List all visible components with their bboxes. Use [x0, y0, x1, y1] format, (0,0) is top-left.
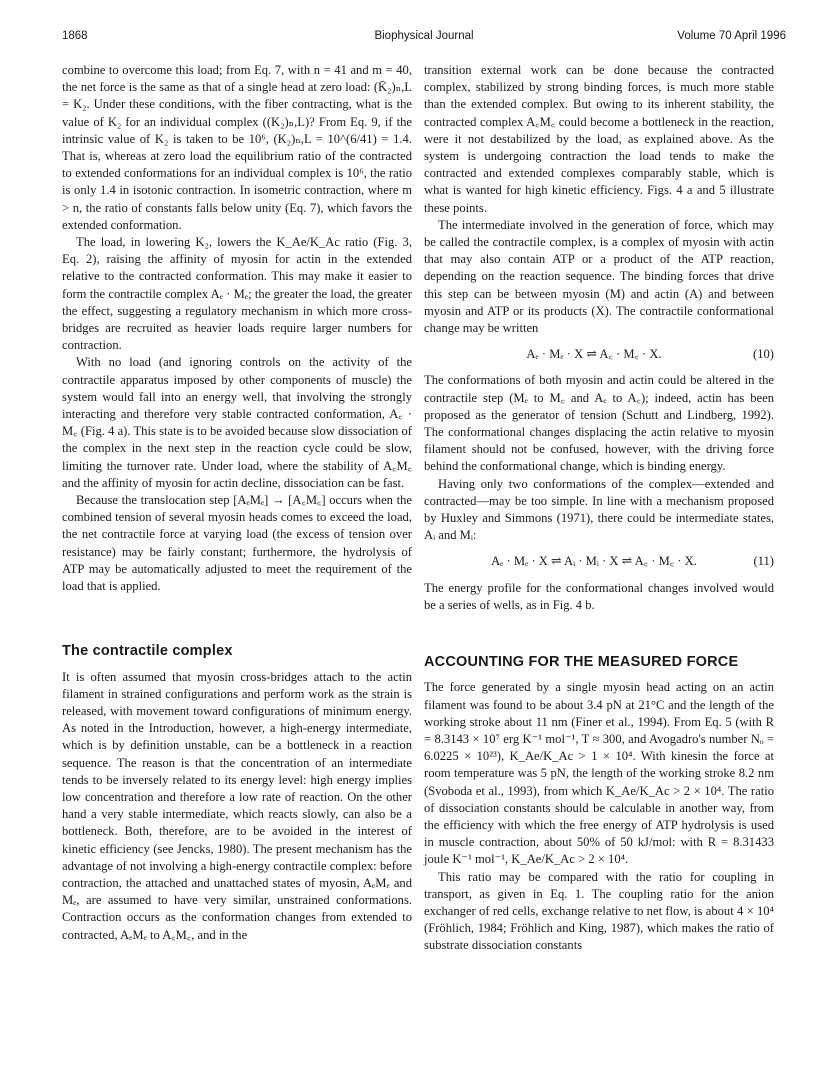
page-header: [62, 30, 786, 46]
paragraph: The load, in lowering K₂, lowers the K_Ae/K_Ac ratio (Fig. 3, Eq. 2), raising the affinity of myosin for actin in the extended relative to the contracted conformation. This may make it easier to form the contractile complex Aₑ · Mₑ; the greater the load, the greater the effect, suggesting a regulatory mechanism in which more cross-bridges are recruited as heavier loads require larger numbers for contraction.: [62, 235, 412, 353]
page-number: 1868: [62, 30, 88, 42]
paragraph: The energy profile for the conformational changes involved would be a series of wells, as in Fig. 4 b.: [424, 580, 774, 612]
section-heading: ACCOUNTING FOR THE MEASURED FORCE: [424, 654, 739, 671]
paragraph: transition external work can be done because the contracted complex, stabilized by strong binding forces, is much more stable than the extended complex. But owing to its inherent stability, the contracted complex A꜀M꜀ could become a bottleneck in the reaction, were it not destabilized by the load, as explained above. As the system is undergoing contraction the load tends to make the contracted and extended complexes comparably stable, which is what is wanted for high kinetic efficiency. Figs. 4 a and 5 illustrate these points.: [424, 63, 774, 215]
equation-10: [424, 346, 774, 363]
paragraph: It is often assumed that myosin cross-bridges attach to the actin filament in strained configurations and perform work as the strain is released, with movement toward configurations of minimum energy. As noted in the Introduction, however, a high-energy intermediate, which is by definition unstable, can be a bottleneck in a reaction sequence. The reason is that the concentration of an intermediate tends to be inversely related to its energy level: high energy implies low concentration and therefore a low rate of reaction. On the other hand a very stable intermediate, which reacts slowly, can also be a bottleneck. Both, therefore, are to be avoided in the interest of kinetic efficiency (see Jencks, 1980). The present mechanism has the advantage of not involving a high-energy contractile complex: before contraction, the attached and unattached states of myosin, AₑMₑ and Mₑ, are assumed to have very similar, unstrained conformations. Contraction occurs as the conformation changes from extended to contracted, AₑMₑ to A꜀M꜀, and in the: [62, 669, 412, 942]
paragraph: Having only two conformations of the complex—extended and contracted—may be too simple. In line with a mechanism proposed by Huxley and Simmons (1971), there could be intermediate states, Aᵢ and Mᵢ:: [424, 476, 774, 543]
right-column: [424, 62, 774, 955]
paragraph: The conformations of both myosin and actin could be altered in the contractile step (Mₑ to M꜀ and Aₑ to A꜀); indeed, actin has been proposed as the generator of tension (Schutt and Lindberg, 1992). The conformational changes displacing the actin relative to myosin filament should not be confused, however, with the driving force behind the conformational change, which is binding energy.: [424, 373, 774, 474]
equation-body: Aₑ · Mₑ · X ⇌ Aᵢ · Mᵢ · X ⇌ A꜀ · M꜀ · X.: [491, 554, 697, 569]
volume-info: Volume 70 April 1996: [677, 30, 786, 42]
equation-number: (10): [753, 347, 774, 362]
paragraph: The force generated by a single myosin head acting on an actin filament was found to be about 3.4 pN at 21°C and the length of the working stroke about 11 nm (Finer et al., 1994). From Eq. 5 (with R = 8.3143 × 10⁷ erg K⁻¹ mol⁻¹, T ≈ 300, and Avogadro's number Nₒ = 6.0225 × 10²³), K_Ae/K_Ac > 1 × 10⁴. With kinesin the force at room temperature was 5 pN, the length of the working stroke 8.2 nm (Svoboda et al., 1993), from which K_Ae/K_Ac > 2 × 10⁴. The ratio of dissociation constants should be calculable in another way, from the efficiency with which the free energy of ATP hydrolysis is used in muscle contraction, about 50% of 50 kJ/mol: with R = 8.31433 joule K⁻¹ mol⁻¹, K_Ae/K_Ac > 2 × 10⁴.: [424, 680, 774, 867]
journal-title: Biophysical Journal: [374, 30, 474, 42]
paragraph: The intermediate involved in the generation of force, which may be called the contractile complex, is a complex of myosin with actin that may also contain ATP or a product of the ATP reaction, depending on the reaction sequence. The binding forces that drive this step can be between myosin (M) and actin (A) and between myosin and ATP or its products (X). The contractile conformational change may be written: [424, 217, 774, 336]
paragraph: With no load (and ignoring controls on the activity of the contractile apparatus imposed by other components of muscle) the system would fall into an energy well, that involving the strongly interacting and therefore very stable contracted conformation, A꜀ · M꜀ (Fig. 4 a). This state is to be avoided because slow dissociation of the complex in the next step in the reaction cycle could be slow, limiting the turnover rate. Under load, where the stability of A꜀M꜀ and the affinity of myosin for actin decline, dissociation can be fast.: [62, 355, 412, 490]
section-heading: The contractile complex: [62, 643, 233, 660]
equation-11: [424, 553, 774, 570]
left-column: [62, 62, 412, 944]
paragraph: This ratio may be compared with the ratio for coupling in transport, as given in Eq. 1. The coupling ratio for the anion exchanger of red cells, exchange relative to net flow, is about 4 × 10⁴ (Fröhlich, 1984; Fröhlich and King, 1987), which makes the ratio of substrate dissociation constants: [424, 869, 774, 953]
equation-number: (11): [753, 554, 774, 569]
paragraph: combine to overcome this load; from Eq. 7, with n = 41 and m = 40, the net force is the same as that of a single head at zero load: (K̄₂)ₙ,L = K₂. Under these conditions, with the fiber contracting, what is the value of K₂ for an individual complex ((K₂)ₙ,L)? From Eq. 9, if the intrinsic value of K₂ is taken to be 10⁶, (K₂)ₙ,L = 10^(6/41) = 1.4. That is, whereas at zero load the equilibrium ratio of the contracted to extended conformations for an individual complex is 10⁶, the ratio is only 1.4 in isotonic contraction. In isometric contraction, where m > n, the ratio of constants falls below unity (Eq. 7), which favors the extended conformation.: [62, 63, 412, 232]
paragraph: Because the translocation step [AₑMₑ] → [A꜀M꜀] occurs when the combined tension of several myosin heads comes to exceed the load, the net contractile force at varying load (the excess of tension over resistance) may be fairly constant; furthermore, the hydrolysis of ATP may be automatically adjusted to meet the requirement of the load that is applied.: [62, 493, 412, 594]
equation-body: Aₑ · Mₑ · X ⇌ A꜀ · M꜀ · X.: [526, 347, 662, 362]
